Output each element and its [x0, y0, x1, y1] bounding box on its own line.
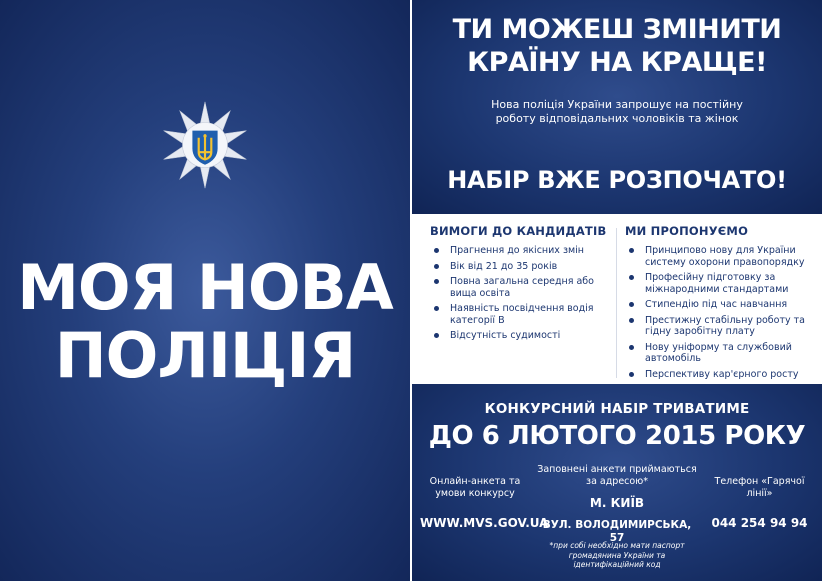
poster-title-line1: МОЯ НОВА [17, 251, 393, 324]
footnote: *при собі необхідно мати паспорт громадянина України та ідентифікаційний код [549, 541, 685, 569]
list-item: Повна загальна середня або вища освіта [430, 276, 608, 299]
police-star-emblem-icon [160, 100, 250, 190]
website-link[interactable]: WWW.MVS.GOV.UA [420, 516, 549, 530]
right-top-section [412, 0, 822, 214]
address-street: ВУЛ. ВОЛОДИМИРСЬКА, 57 [542, 519, 692, 544]
online-form-block [420, 476, 549, 531]
list-item: Стипендію під час навчання [625, 299, 810, 311]
headline-line1: ТИ МОЖЕШ ЗМІНИТИ [452, 14, 782, 45]
left-panel [0, 0, 410, 581]
offers-column [625, 224, 810, 384]
list-item: Відсутність судимості [430, 330, 608, 342]
offers-list [625, 245, 810, 380]
intro-text: Нова поліція України запрошує на постійну роботу відповідальних чоловіків та жінок [491, 98, 743, 125]
list-item: Прагнення до якісних змін [430, 245, 608, 257]
offers-heading: МИ ПРОПОНУЄМО [625, 224, 749, 238]
list-item: Престижну стабільну роботу та гідну заробітну плату [625, 315, 810, 338]
requirements-heading: ВИМОГИ ДО КАНДИДАТІВ [430, 224, 607, 238]
requirements-list [430, 245, 608, 342]
list-item: Наявність посвідчення водія категорії В [430, 303, 608, 326]
list-item: Вік від 21 до 35 років [430, 261, 608, 273]
hotline-phone[interactable]: 044 254 94 94 [711, 516, 808, 530]
headline-line2: КРАЇНУ НА КРАЩЕ! [467, 47, 767, 78]
contest-line: КОНКУРСНИЙ НАБІР ТРИВАТИМЕ [484, 401, 750, 417]
list-item: Нову уніформу та службовий автомобіль [625, 342, 810, 365]
right-bottom-section [412, 384, 822, 581]
hotline-label: Телефон «Гарячої лінії» [714, 476, 805, 499]
list-item: Професійну підготовку за міжнародними стандартами [625, 272, 810, 295]
right-panel [412, 0, 822, 581]
address-label: Заповнені анкети приймаються за адресою* [537, 464, 697, 487]
list-item: Принципово нову для України систему охорони правопорядку [625, 245, 810, 268]
address-block [537, 464, 697, 545]
deadline-line: ДО 6 ЛЮТОГО 2015 РОКУ [428, 421, 806, 451]
address-city: М. КИЇВ [589, 496, 645, 510]
column-divider [616, 228, 617, 378]
recruitment-status: НАБІР ВЖЕ РОЗПОЧАТО! [447, 166, 787, 194]
right-middle-section [412, 214, 822, 384]
online-form-label: Онлайн-анкета та умови конкурсу [429, 476, 521, 499]
poster-title-line2: ПОЛІЦІЯ [54, 319, 356, 392]
requirements-column [430, 224, 608, 346]
hotline-block [702, 476, 817, 531]
list-item: Перспективу кар'єрного росту [625, 369, 810, 381]
